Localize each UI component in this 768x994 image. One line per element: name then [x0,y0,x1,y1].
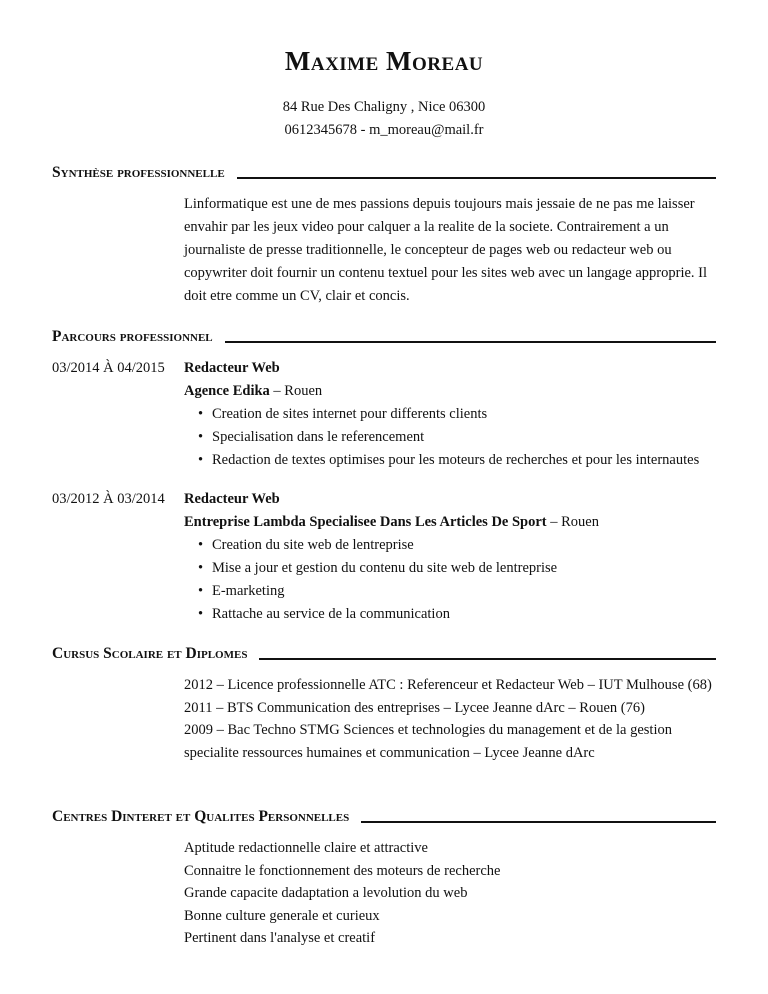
bullet-icon: • [198,537,204,553]
bullet-text: E-marketing [212,583,285,599]
bullet-text: Rattache au service de la communication [212,606,450,622]
section-rule [361,821,716,823]
section-rule [225,341,716,343]
list-item [184,557,724,580]
list-item [184,603,724,626]
interest-item: Bonne culture generale et curieux [184,907,380,924]
bullet-icon: • [198,452,204,468]
address: 84 Rue Des Chaligny , Nice 06300 [282,99,486,115]
employer-name: Agence Edika [184,383,270,399]
interest-item: Pertinent dans l'analyse et creatif [184,930,376,947]
bullet-icon: • [198,560,204,576]
section-rule [259,658,716,660]
list-item [184,426,724,449]
interest-item: Connaitre le fonctionnement des moteurs de recherche [184,862,501,879]
section-title: Cursus Scolaire et Diplomes [52,645,248,662]
bullet-icon: • [198,606,204,622]
job-title: Redacteur Web [184,360,280,376]
phone-email: 0612345678 - m_moreau@mail.fr [284,122,484,138]
job-bullet-list [184,403,724,472]
job-employer [184,380,724,403]
bullet-text: Redaction de textes optimises pour les moteurs de recherches et pour les internautes [212,452,700,468]
section-title: Synthèse professionnelle [52,164,225,181]
education-entry: 2009 – Bac Techno STMG Sciences et technologies du management et de la gestion specialite ressources humaines et communication – Lycee Jeanne dArc [184,722,672,761]
section-title: Parcours professionnel [52,328,213,345]
interest-item: Grande capacite dadaptation a levolution du web [184,885,468,902]
job-entry [52,488,724,626]
candidate-name: Maxime Moreau [284,46,484,76]
bullet-text: Creation du site web de lentreprise [212,537,414,553]
job-bullet-list [184,534,724,626]
employer-location: – Rouen [269,383,323,399]
bullet-text: Specialisation dans le referencement [212,429,425,445]
job-employer [184,511,724,534]
job-title: Redacteur Web [184,491,280,507]
section-interests-header [52,802,716,826]
education-entry: 2012 – Licence professionnelle ATC : Referenceur et Redacteur Web – IUT Mulhouse (68) [184,677,712,693]
education-list [184,674,724,764]
bullet-icon: • [198,583,204,599]
section-summary-header [52,158,716,182]
job-entry [52,357,724,472]
section-title: Centres Dinteret et Qualites Personnelles [52,808,350,825]
job-dates: 03/2012 À 03/2014 [52,491,165,507]
section-rule [237,177,716,179]
summary-text: Linformatique est une de mes passions depuis toujours mais jessaie de ne pas me laisser envahir par les jeux video pour calquer a la realite de la societe. Contrairement a un journaliste de presse traditionnelle, le concepteur de pages web ou redacteur web ou copywriter doit fournir un contenu textuel pour les sites web avec un langage approprie. Il doit etre comme un CV, clair et concis. [184,196,708,304]
list-item [184,534,724,557]
bullet-text: Creation de sites internet pour differents clients [212,406,488,422]
bullet-text: Mise a jour et gestion du contenu du site web de lentreprise [212,560,558,576]
list-item [184,449,724,472]
education-entry: 2011 – BTS Communication des entreprises – Lycee Jeanne dArc – Rouen (76) [184,699,645,716]
employer-name: Entreprise Lambda Specialisee Dans Les Articles De Sport [184,514,547,530]
bullet-icon: • [198,406,204,422]
list-item [184,403,724,426]
section-experience-header [52,322,716,346]
employer-location: – Rouen [546,514,599,530]
bullet-icon: • [198,429,204,445]
job-dates: 03/2014 À 04/2015 [52,360,165,376]
interests-list [184,837,724,950]
section-education-header [52,639,716,663]
list-item [184,580,724,603]
interest-item: Aptitude redactionnelle claire et attractive [184,840,428,856]
